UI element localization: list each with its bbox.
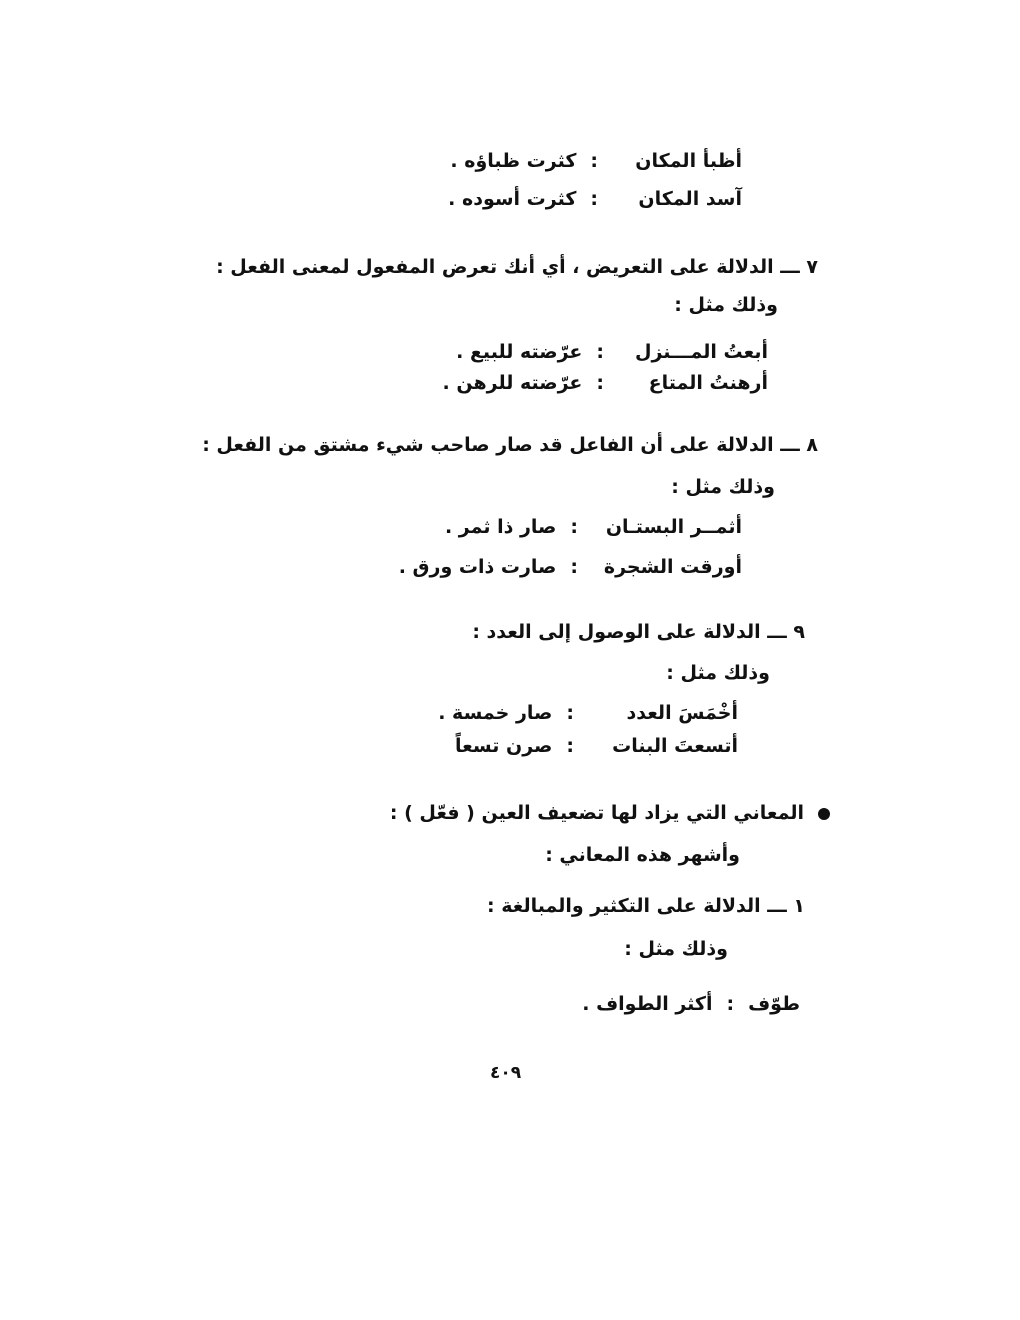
example-row (448, 186, 742, 212)
example-row (456, 339, 768, 365)
bullet-heading: المعاني التي يزاد لها تضعيف العين ( فعّل ) : (389, 802, 804, 824)
section-heading: ١ ـــ الدلالة على التكثير والمبالغة : (486, 895, 805, 917)
example-meaning: صرن تسعاً (455, 735, 553, 757)
section-heading: ٨ ـــ الدلالة على أن الفاعل قد صار صاحب شيء مشتق من الفعل : (202, 434, 818, 456)
example-row (438, 700, 738, 726)
example-meaning: صارت ذات ورق . (398, 556, 557, 578)
colon: : (596, 341, 604, 363)
section-intro: وذلك مثل : (671, 476, 775, 498)
example-meaning: صار خمسة . (438, 702, 553, 724)
example-meaning: كثرت أسوده . (448, 188, 577, 210)
example-word: أتسعتَ البنات (612, 735, 738, 757)
example-row (445, 514, 742, 540)
example-row (450, 148, 742, 174)
bullet-heading-row (390, 800, 830, 826)
example-meaning: عرّضته للرهن . (442, 372, 583, 394)
example-word: أبعتُ المـــنزل (634, 341, 768, 363)
example-row (455, 733, 738, 759)
colon: : (566, 702, 574, 724)
colon: : (590, 188, 598, 210)
example-word: أثمــر البستـان (605, 516, 742, 538)
example-meaning: عرّضته للبيع . (456, 341, 583, 363)
section-heading: ٩ ـــ الدلالة على الوصول إلى العدد : (472, 621, 805, 643)
colon: : (590, 150, 598, 172)
example-meaning: أكثر الطواف . (582, 993, 713, 1015)
section-intro: وذلك مثل : (624, 938, 728, 960)
example-meaning: صار ذا ثمر . (444, 516, 557, 538)
colon: : (726, 993, 735, 1015)
section-intro: وذلك مثل : (674, 294, 778, 316)
section-intro: وذلك مثل : (666, 662, 770, 684)
example-row (399, 554, 742, 580)
colon: : (566, 735, 574, 757)
example-word: أرهنتُ المتاع (648, 372, 768, 394)
example-word: أظبأ المكان (635, 150, 742, 172)
page-number: ٤٠٩ (490, 1063, 522, 1083)
example-row (443, 370, 768, 396)
example-row (582, 991, 800, 1017)
example-meaning: كثرت ظباؤه . (450, 150, 577, 172)
colon: : (570, 516, 578, 538)
colon: : (596, 372, 604, 394)
colon: : (570, 556, 578, 578)
section-heading: ٧ ـــ الدلالة على التعريض ، أي أنك تعرض المفعول لمعنى الفعل : (216, 256, 818, 278)
example-word: أورقت الشجرة (603, 556, 742, 578)
example-word: أخْمَسَ العدد (626, 702, 738, 724)
example-word: طوّف (748, 993, 800, 1015)
bullet-icon (818, 808, 830, 820)
example-word: آسد المكان (638, 188, 742, 210)
bullet-subheading: وأشهر هذه المعاني : (545, 844, 740, 866)
